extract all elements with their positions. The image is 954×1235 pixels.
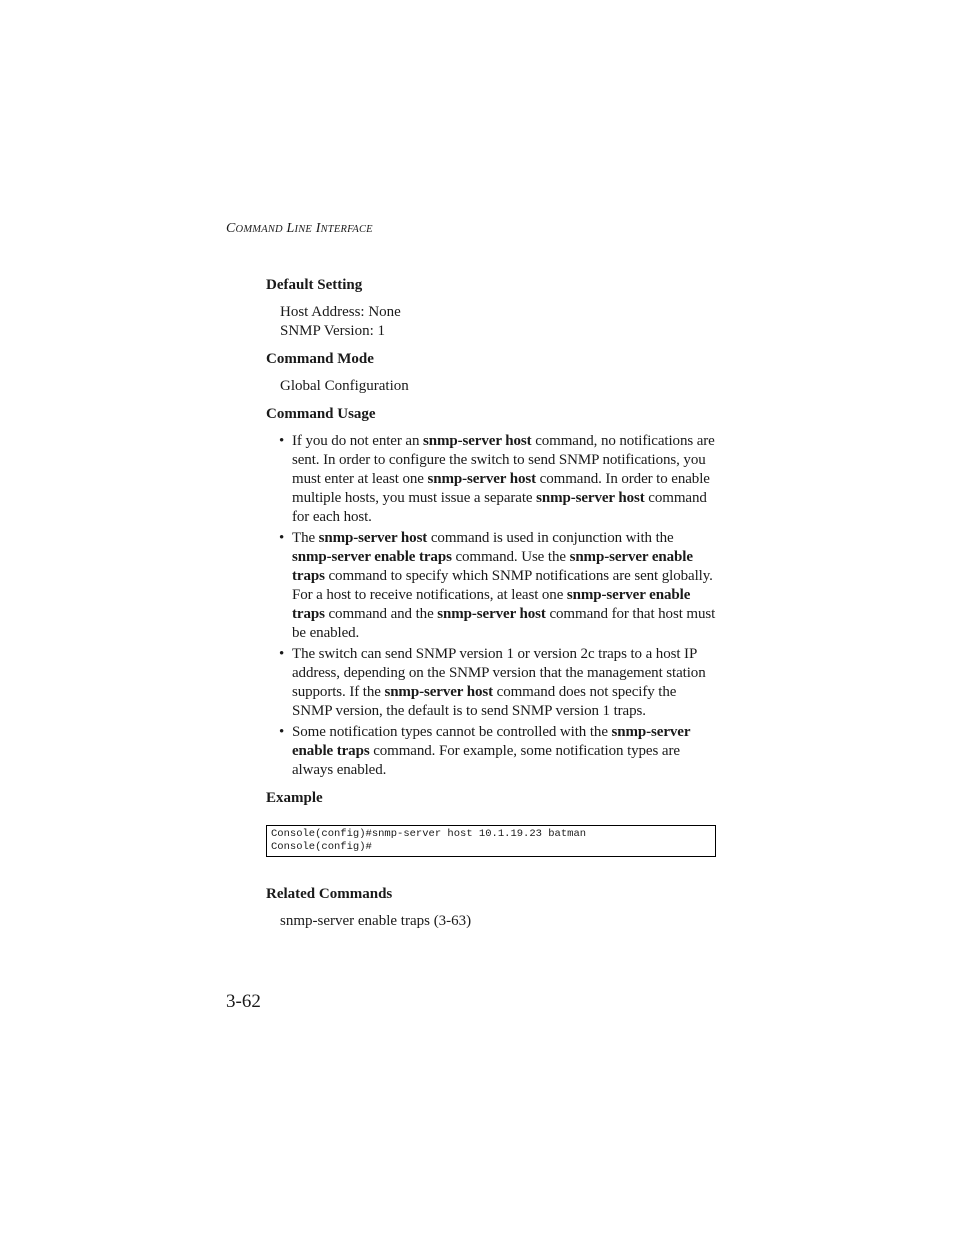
- example-code-block: [266, 825, 716, 857]
- running-head-segment: INE: [294, 224, 313, 235]
- command-keyword: snmp-server host: [427, 471, 537, 487]
- usage-text: command for each host.: [292, 490, 707, 525]
- usage-bullet-item: [266, 723, 716, 780]
- usage-text: command for that host must be enabled.: [292, 606, 716, 641]
- usage-text: The switch can send SNMP version 1 or version 2c traps to a host IP address, depending on the SNMP version that the management station supports. If the: [292, 646, 706, 700]
- usage-text: command to specify which SNMP notifications are sent globally. For a host to receive notifications, at least one: [292, 568, 713, 603]
- related-command-link: snmp-server enable traps (3-63): [280, 913, 472, 929]
- bullet-icon: •: [279, 530, 285, 546]
- default-snmp-version: SNMP Version: 1: [280, 323, 386, 339]
- usage-text: command. Use the: [451, 549, 570, 565]
- command-keyword: snmp-server host: [437, 606, 546, 622]
- running-head: [226, 221, 373, 237]
- default-setting-heading: Default Setting: [266, 277, 363, 293]
- usage-text: Some notification types cannot be controlled with the: [292, 724, 612, 740]
- default-host-address: Host Address: None: [280, 304, 401, 320]
- usage-text: command. For example, some notification types are always enabled.: [292, 743, 680, 778]
- bullet-icon: •: [279, 724, 285, 740]
- command-keyword: snmp-server enable traps: [292, 549, 693, 584]
- command-keyword: snmp-server enable traps: [292, 724, 691, 759]
- usage-text: If you do not enter an: [292, 433, 423, 449]
- command-keyword: snmp-server enable traps: [292, 587, 691, 622]
- command-keyword: snmp-server enable traps: [292, 549, 452, 565]
- page-number: 3-62: [226, 991, 261, 1012]
- usage-bullet-item: [266, 529, 716, 643]
- usage-text: The: [292, 530, 319, 546]
- command-usage-heading: Command Usage: [266, 406, 376, 422]
- command-keyword: snmp-server host: [384, 684, 493, 700]
- usage-text: command, no notifications are sent. In order to configure the switch to send SNMP notifications, you must enter at least one: [292, 433, 715, 487]
- usage-bullet-item: [266, 432, 716, 527]
- running-head-segment: I: [312, 221, 321, 236]
- command-mode-text: Global Configuration: [280, 378, 409, 394]
- code-line: Console(config)#snmp-server host 10.1.19.23 batman: [271, 828, 587, 840]
- bullet-icon: •: [279, 646, 285, 662]
- command-mode-heading: Command Mode: [266, 351, 374, 367]
- usage-text: command does not specify the SNMP version, the default is to send SNMP version 1 traps.: [292, 684, 677, 719]
- command-keyword: snmp-server host: [318, 530, 428, 546]
- running-head-segment: C: [226, 221, 236, 236]
- running-head-segment: L: [282, 221, 295, 236]
- usage-bullet-item: [266, 645, 716, 721]
- running-head-segment: OMMAND: [235, 224, 283, 235]
- code-line: Console(config)#: [271, 840, 372, 853]
- command-usage-list: [266, 432, 716, 780]
- usage-text: command and the: [324, 606, 438, 622]
- page-content: [266, 275, 716, 939]
- usage-text: command. In order to enable multiple hosts, you must issue a separate: [292, 471, 710, 506]
- running-head-segment: NTERFACE: [320, 224, 373, 235]
- bullet-icon: •: [279, 433, 285, 449]
- command-keyword: snmp-server host: [423, 433, 532, 449]
- related-commands-heading: Related Commands: [266, 886, 393, 902]
- default-setting-values: [280, 303, 716, 341]
- example-heading: Example: [266, 790, 323, 806]
- command-keyword: snmp-server host: [536, 490, 645, 506]
- usage-text: command is used in conjunction with the: [427, 530, 674, 546]
